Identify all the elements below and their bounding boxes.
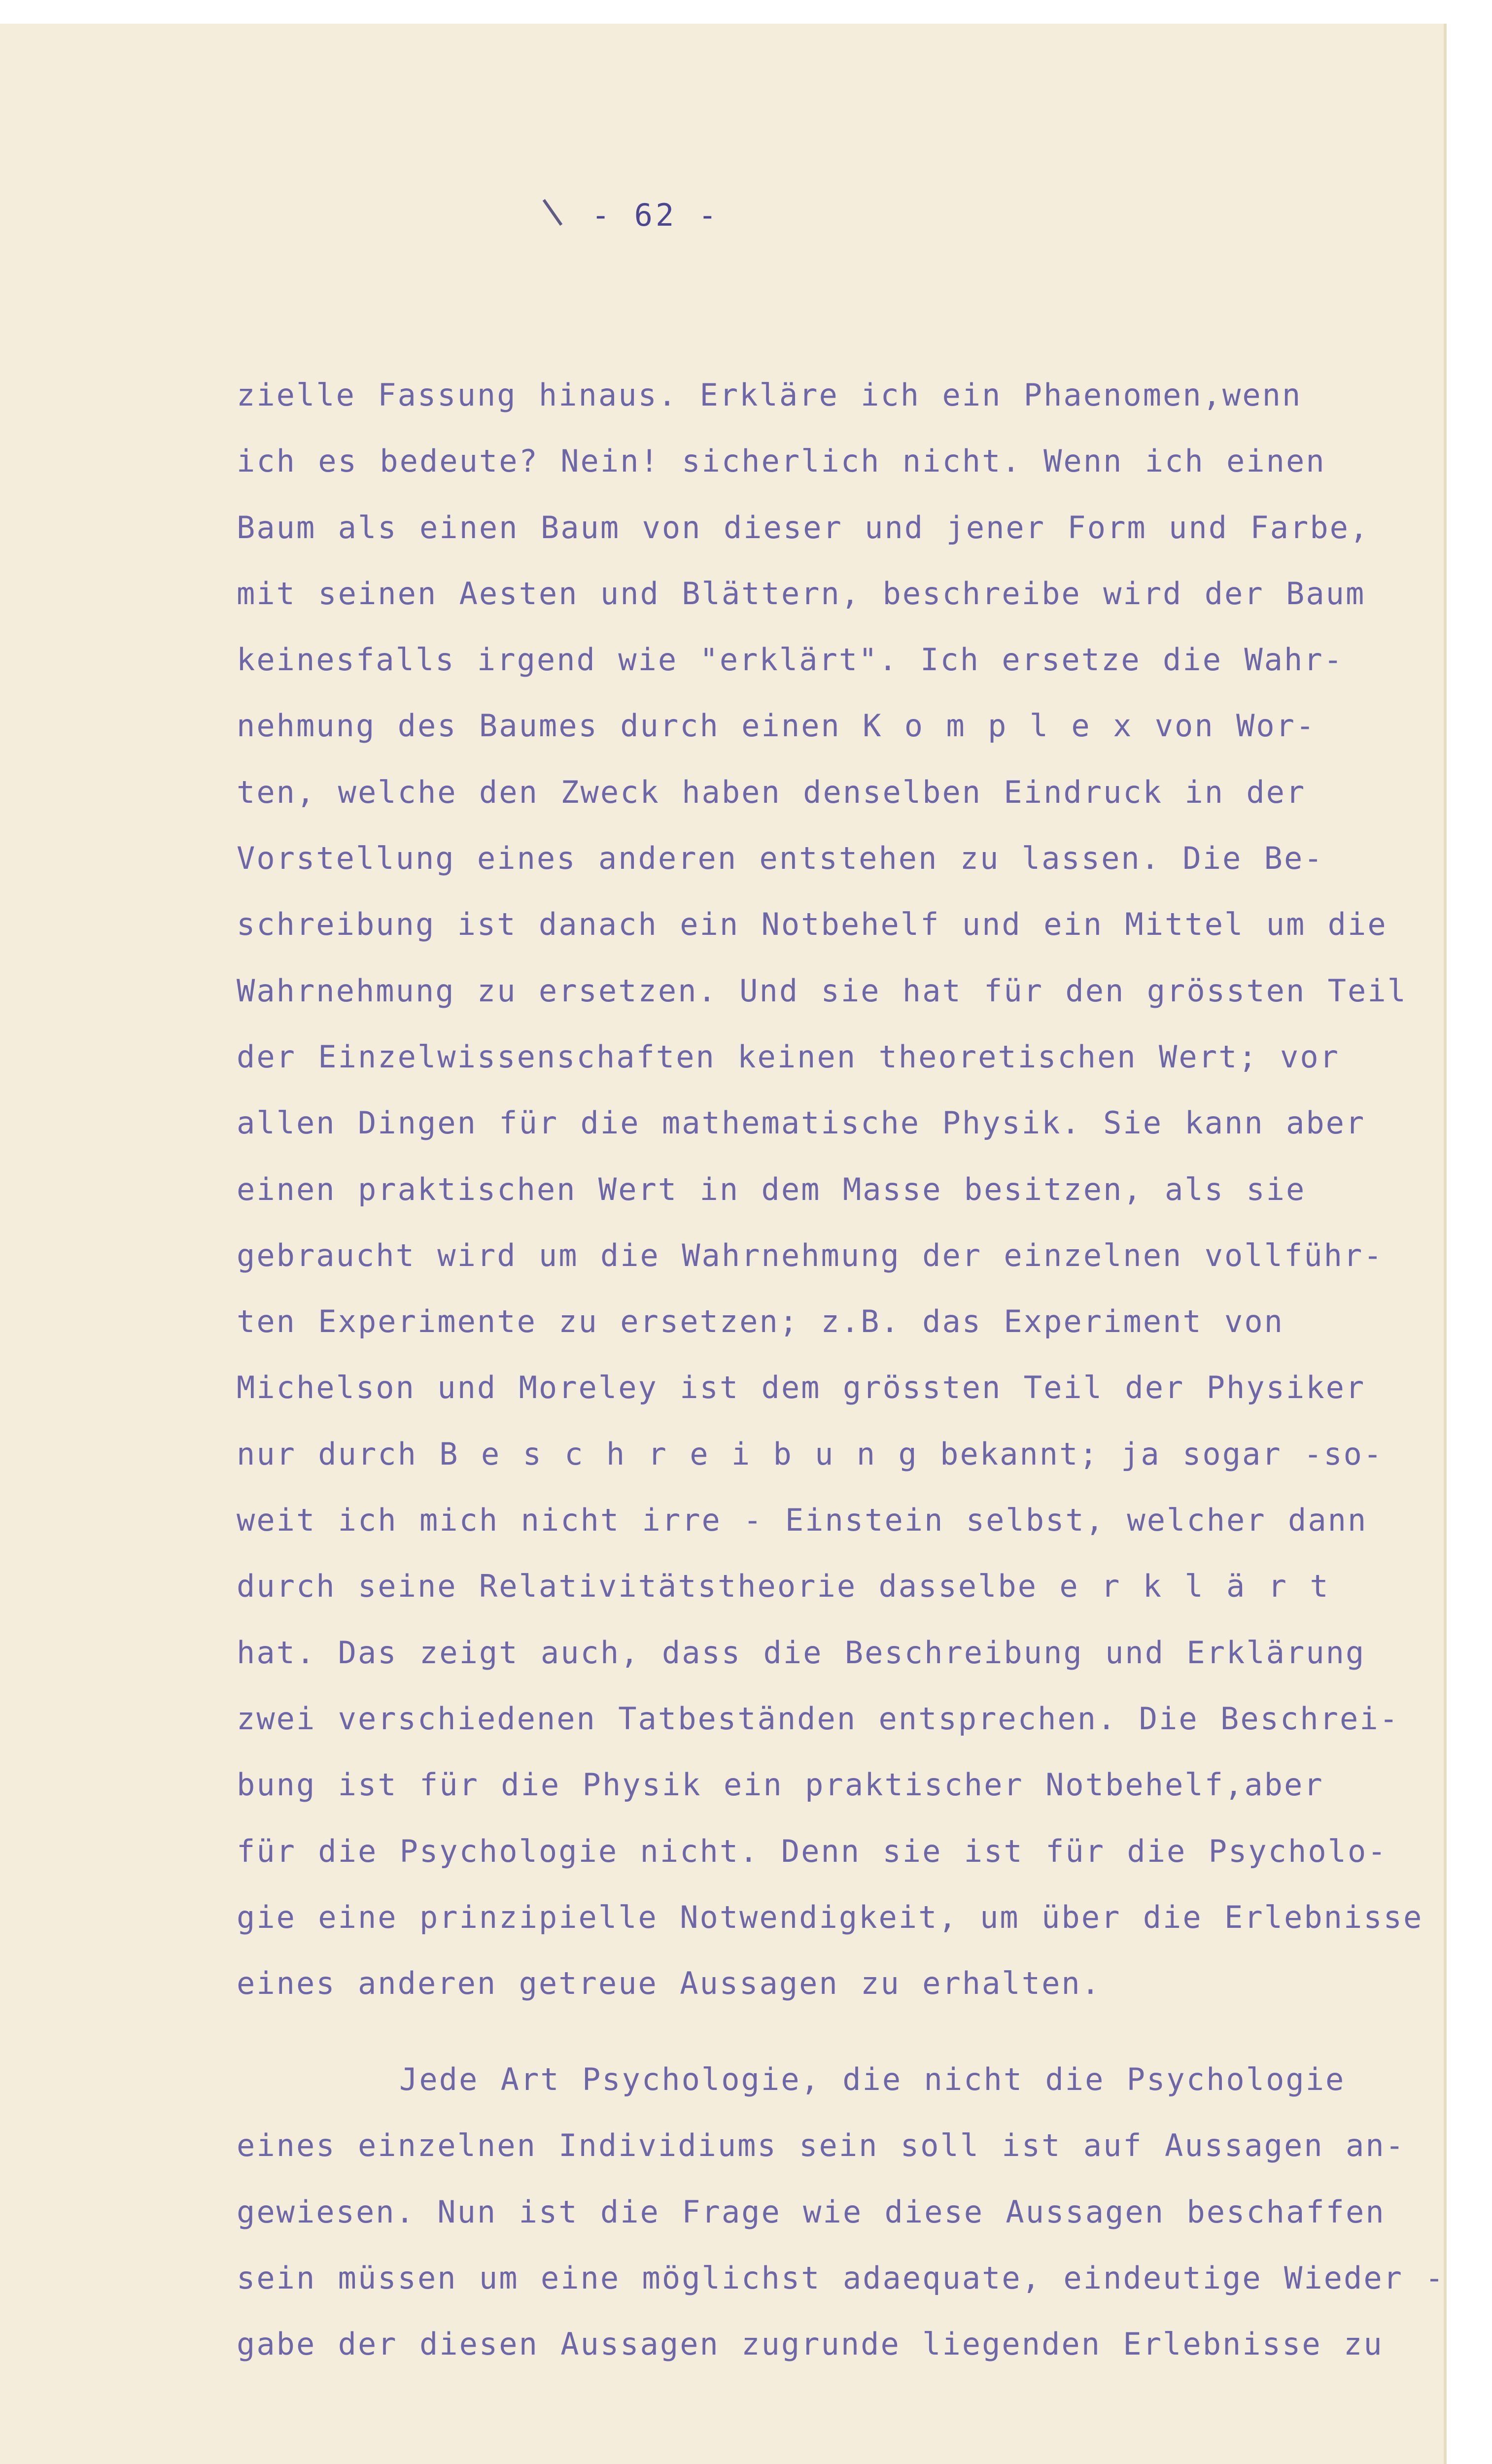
text-line: zielle Fassung hinaus. Erkläre ich ein Phaenomen,wenn	[237, 377, 1302, 413]
text-line: eines einzelnen Individiums sein soll ist auf Aussagen an-	[237, 2127, 1405, 2164]
text-line: mit seinen Aesten und Blättern, beschreibe wird der Baum	[237, 575, 1366, 612]
text-line: ten, welche den Zweck haben denselben Eindruck in der	[237, 774, 1306, 810]
text-line: weit ich mich nicht irre - Einstein selbst, welcher dann	[237, 1502, 1368, 1539]
text-line: nur durch B e s c h r e i b u n g bekannt; ja sogar -so-	[237, 1436, 1384, 1472]
text-line: Baum als einen Baum von dieser und jener Form und Farbe,	[237, 509, 1370, 546]
paragraph-2	[237, 2047, 1445, 2377]
text-line: der Einzelwissenschaften keinen theoretischen Wert; vor	[237, 1038, 1340, 1075]
paragraph-1	[237, 362, 1429, 2017]
text-line: gewiesen. Nun ist die Frage wie diese Aussagen beschaffen	[237, 2193, 1386, 2230]
text-line: schreibung ist danach ein Notbehelf und ein Mittel um die	[237, 906, 1388, 943]
text-line: eines anderen getreue Aussagen zu erhalten.	[237, 1965, 1102, 2002]
text-line: durch seine Relativitätstheorie dasselbe e r k l ä r t	[237, 1568, 1330, 1605]
text-line: gabe der diesen Aussagen zugrunde liegenden Erlebnisse zu	[237, 2326, 1384, 2362]
text-line: Michelson und Moreley ist dem grössten Teil der Physiker	[237, 1369, 1366, 1406]
text-line: gebraucht wird um die Wahrnehmung der einzelnen vollführ-	[237, 1237, 1384, 1273]
text-line: Vorstellung eines anderen entstehen zu lassen. Die Be-	[237, 840, 1324, 877]
text-line: ten Experimente zu ersetzen; z.B. das Experiment von	[237, 1303, 1284, 1340]
text-line: ich es bedeute? Nein! sicherlich nicht. Wenn ich einen	[237, 443, 1326, 479]
text-line: für die Psychologie nicht. Denn sie ist für die Psycholo-	[237, 1833, 1388, 1869]
text-line: hat. Das zeigt auch, dass die Beschreibung und Erklärung	[237, 1634, 1366, 1671]
text-line: einen praktischen Wert in dem Masse besitzen, als sie	[237, 1171, 1306, 1207]
text-line: gie eine prinzipielle Notwendigkeit, um über die Erlebnisse	[237, 1899, 1423, 1935]
page-number: - 62 -	[591, 197, 720, 233]
text-line: nehmung des Baumes durch einen K o m p l e x von Wor-	[237, 708, 1316, 744]
text-line: zwei verschiedenen Tatbeständen entsprechen. Die Beschrei-	[237, 1700, 1399, 1737]
text-line: allen Dingen für die mathematische Physik. Sie kann aber	[237, 1105, 1366, 1141]
text-line: keinesfalls irgend wie "erklärt". Ich ersetze die Wahr-	[237, 642, 1344, 678]
text-line: Jede Art Psychologie, die nicht die Psychologie	[399, 2061, 1346, 2097]
text-line: Wahrnehmung zu ersetzen. Und sie hat für den grössten Teil	[237, 972, 1407, 1009]
text-line: sein müssen um eine möglichst adaequate, eindeutige Wieder -	[237, 2259, 1445, 2296]
text-line: bung ist für die Physik ein praktischer Notbehelf,aber	[237, 1767, 1324, 1803]
